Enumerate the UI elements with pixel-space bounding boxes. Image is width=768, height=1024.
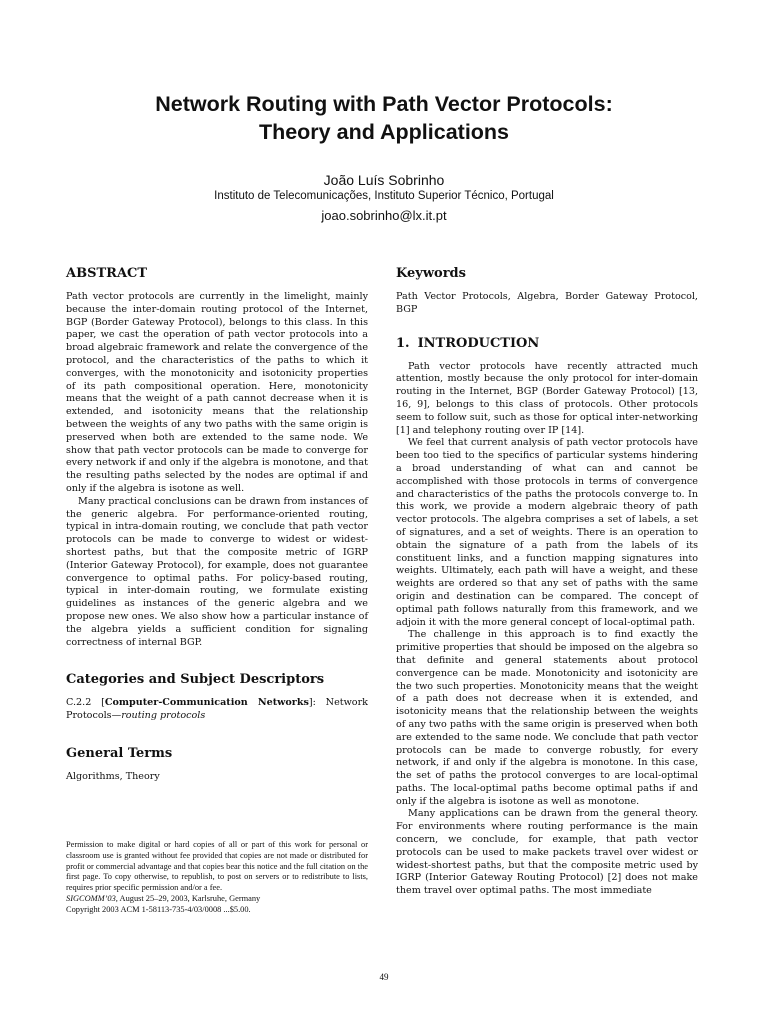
intro-paragraph-4: Many applications can be drawn from the general theory. For environments where routing performance is the main concern, we conclude, for example, that path vector protocols can be used to make packets travel over widest or widest-shortest paths, but that the composite metric used by IGRP (Interior Gateway Routing Protocol) [2] does not make them travel over optimal paths. The most immediate (396, 808, 698, 897)
categories-rest: Network Protocols (66, 697, 368, 722)
author-affiliation: Instituto de Telecomunicações, Instituto Superior Técnico, Portugal (214, 190, 554, 202)
author-name: João Luís Sobrinho (323, 172, 445, 188)
abstract-heading: ABSTRACT (66, 266, 148, 281)
page-number: 49 (379, 972, 389, 982)
categories-heading: Categories and Subject Descriptors (66, 672, 325, 688)
permission-venue-line (66, 894, 368, 905)
general-terms-heading: General Terms (66, 745, 173, 761)
section-number: 1. (396, 335, 410, 351)
intro-paragraph-2: We feel that current analysis of path vector protocols have been too tied to the specifics of particular systems hindering a broad understanding of what can and cannot be accomplished with those protocols in terms of convergence and characteristics of the paths the protocols converge to. In this work, we provide a modern algebraic theory of path vector protocols. The algebra comprises a set of labels, a set of signatures, and a set of weights. There is an operation to obtain the signature of a path from the labels of its constituent links, and a function mapping signatures into weights. Ultimately, each path will have a weight, and these weights are ordered so that any set of paths with the same origin and destination can be compared. The concept of optimal path follows naturally from this framework, and we adjoin it with the more general concept of local-optimal path. (396, 437, 698, 628)
paper-title (0, 90, 768, 146)
keywords-text: Path Vector Protocols, Algebra, Border Gateway Protocol, BGP (396, 291, 698, 315)
abstract-paragraph-1: Path vector protocols are currently in the limelight, mainly because the inter-domain routing protocol of the Internet, BGP (Border Gateway Protocol), belongs to this class. In this paper, we cast the operation of path vector protocols into a broad algebraic framework and relate the convergence of the protocol, and the characteristics of the paths to which it converges, with the monotonicity and isotonicity properties of its path compositional operation. Here, monotonicity means that the weight of a path cannot decrease when it is extended, and isotonicity means that the relationship between the weights of any two paths with the same origin is preserved when both are extended to the same node. We show that path vector protocols can be made to converge for every network if and only if the algebra is monotone, and that the resulting paths selected by the nodes are optimal if and only if the algebra is isotone as well. (66, 291, 368, 494)
categories-code: C.2.2 (66, 697, 92, 709)
keywords-heading: Keywords (396, 266, 466, 281)
title-line-1: Network Routing with Path Vector Protocols: (155, 92, 613, 116)
title-line-2: Theory and Applications (258, 120, 510, 144)
intro-paragraph-3: The challenge in this approach is to find exactly the primitive properties that should be imposed on the algebra so that definite and general statements about protocol convergence can be made. Monotonicity and isotonicity are the two such properties. Monotonicity means that the weight of a path does not decrease when it is extended, and isotonicity means that the relationship between the weights of any two paths with the same origin is preserved when both are extended to the same node. We conclude that path vector protocols can be made to converge robustly, for every network, if and only if the algebra is monotone. In this case, the set of paths the protocol converges to are local-optimal paths. The local-optimal paths become optimal paths if and only if the algebra is isotone as well as monotone. (396, 629, 698, 807)
permission-notice (66, 840, 368, 916)
abstract-paragraph-2: Many practical conclusions can be drawn from instances of the generic algebra. For performance-oriented routing, typical in intra-domain routing, we conclude that path vector protocols can be made to converge to widest or widest-shortest paths, but that the composite metric of IGRP (Interior Gateway Protocol), for example, does not guarantee convergence to optimal paths. For policy-based routing, typical in inter-domain routing, we formulate existing guidelines as instances of the generic algebra and we propose new ones. We also show how a particular instance of the algebra yields a sufficient condition for signaling correctness of internal BGP. (66, 495, 368, 648)
right-column (396, 265, 698, 898)
categories-text: C.2.2 [Computer-Communication Networks]: Network Protocols—routing protocols (66, 697, 368, 722)
categories-bold: Computer-Communication Networks (104, 697, 309, 709)
left-column (66, 265, 368, 784)
permission-text: Permission to make digital or hard copies of all or part of this work for personal or classroom use is granted without fee provided that copies are not made or distributed for profit or commercial advantage and that copies bear this notice and the full citation on the first page. To copy otherwise, to republish, to post on servers or to redistribute to lists, requires prior specific permission and/or a fee. (66, 840, 368, 893)
section-title: INTRODUCTION (417, 335, 540, 351)
copyright-line: Copyright 2003 ACM 1-58113-735-4/03/0008 ...$5.00. (66, 904, 251, 914)
general-terms-text: Algorithms, Theory (66, 770, 160, 782)
permission-venue-rest: August 25–29, 2003, Karlsruhe, Germany (119, 893, 261, 903)
categories-italic: routing protocols (121, 710, 206, 722)
permission-venue: SIGCOMM’03, (66, 893, 118, 903)
intro-paragraph-1: Path vector protocols have recently attracted much attention, mostly because the only protocol for inter-domain routing in the Internet, BGP (Border Gateway Protocol) [13, 16, 9], belongs to this class of protocols. Other protocols seem to follow suit, such as those for optical inter-networking [1] and telephony routing over IP [14]. (396, 360, 698, 436)
introduction-heading (396, 335, 698, 353)
author-email: joao.sobrinho@lx.it.pt (321, 208, 447, 223)
